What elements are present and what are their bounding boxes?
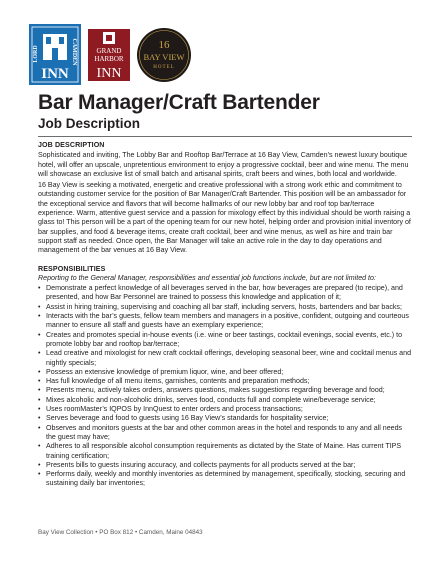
bullet: • <box>38 386 41 395</box>
list-item <box>38 461 412 470</box>
list-item-text: Presents bills to guests insuring accuracy, and collects payments for all products served at the bar; <box>46 460 356 469</box>
list-item-text: Possess an extensive knowledge of premium liquor, wine, and beer offered; <box>46 367 284 376</box>
job-description-paragraph-2: 16 Bay View is seeking a motivated, energetic and creative professional with a strong work ethic and commitment to outstanding customer service for the position of Bar Manager/Craft Bartender. This position will be an ambassador for the exceptional service and flavors that will become hallmarks of our new lobby bar and roof top bar/terrace experience. Warm, attentive guest service and a passion for mixology effect by this individual should be worth raising a glass to! This person will be a part of the opening team for our new hotel, helping order and provision initial inventory of bar supplies, and food & beverage items, create craft cocktail, beer and wine menus, as well as hire and train bar support staff as needed. Once open, the Bar Manager will take an active role in the day to day operations and management of the bar venues at 16 Bay View. <box>38 181 411 255</box>
lord-camden-word-right: CAMDEN <box>71 38 77 66</box>
list-item <box>38 414 412 423</box>
list-item <box>38 405 412 414</box>
bullet: • <box>38 377 41 386</box>
list-item-text: Interacts with the bar’s guests, fellow team members and managers in a positive, confident, outgoing and courteous manner to ensure all staff and guests have an exemplary experience; <box>46 312 409 330</box>
bay-view-line2: HOTEL <box>153 65 175 70</box>
job-description-paragraph-1: Sophisticated and inviting, The Lobby Bar and Rooftop Bar/Terrace at 16 Bay View, Camden’s newest luxury boutique hotel, will offer an upscale, unpretentious environment to enjoy a progressive cocktail, beer and wine menu. The menu will showcase an exclusive list of small batch and artisanal spirits, craft beers and wines, both local and worldwide. <box>38 151 409 178</box>
responsibilities-intro: Reporting to the General Manager, responsibilities and essential job functions include, but are not limited to: <box>38 273 376 282</box>
bullet: • <box>38 405 41 414</box>
list-item <box>38 312 412 331</box>
bullet: • <box>38 367 41 376</box>
page-title: Bar Manager/Craft Bartender <box>38 91 320 114</box>
list-item <box>38 396 412 405</box>
list-item-text: Creates and promotes special in-house events (i.e. wine or beer tastings, cocktail evenings, social events, etc.) to promote lobby bar and rooftop bar/terrace; <box>46 330 403 348</box>
list-item <box>38 349 412 368</box>
responsibilities-list <box>38 284 412 489</box>
list-item-text: Serves beverage and food to guests using 16 Bay View’s standards for hospitality service; <box>46 414 329 423</box>
list-item <box>38 386 412 395</box>
bullet: • <box>38 442 41 451</box>
bullet: • <box>38 349 41 358</box>
list-item-text: Presents menu, actively takes orders, answers questions, makes suggestions regarding beverage and food; <box>46 386 385 395</box>
lord-camden-inn-logo <box>29 24 81 85</box>
bay-view-number: 16 <box>158 39 170 51</box>
grand-harbor-line3: INN <box>96 66 122 81</box>
grand-harbor-inn-logo <box>88 29 130 81</box>
bullet: • <box>38 284 41 293</box>
footer-address: Bay View Collection • PO Box 812 • Camden, Maine 04843 <box>38 529 203 536</box>
title-divider <box>38 136 412 137</box>
bay-view-hotel-logo <box>137 28 191 82</box>
list-item-text: Assist in hiring training, supervising and coaching all bar staff, including servers, hosts, bartenders and bar backs; <box>46 302 402 311</box>
list-item <box>38 331 412 350</box>
bullet: • <box>38 460 41 469</box>
list-item <box>38 470 412 489</box>
bullet: • <box>38 423 41 432</box>
list-item-text: Observes and monitors guests at the bar and other common areas in the hotel and responds to any and all needs the guest may have; <box>46 423 403 441</box>
bullet: • <box>38 414 41 423</box>
job-description-heading: JOB DESCRIPTION <box>38 141 105 149</box>
bay-view-line1: BAY VIEW <box>143 52 185 62</box>
list-item-text: Has full knowledge of all menu items, garnishes, contents and preparation methods; <box>46 377 310 386</box>
list-item <box>38 377 412 386</box>
lord-camden-word-left: LORD <box>33 45 39 63</box>
list-item <box>38 368 412 377</box>
list-item-text: Mixes alcoholic and non-alcoholic drinks, serves food, conducts full and complete wine/beverage service; <box>46 395 376 404</box>
list-item <box>38 442 412 461</box>
list-item <box>38 284 412 303</box>
bullet: • <box>38 395 41 404</box>
list-item-text: Adheres to all responsible alcohol consumption requirements as dictated by the State of Maine. Has current TIPS training certification; <box>46 442 402 460</box>
list-item-text: Uses roomMaster’s IQPOS by InnQuest to enter orders and process transactions; <box>46 405 303 414</box>
bullet: • <box>38 302 41 311</box>
responsibilities-heading: RESPONSIBILITIES <box>38 264 106 273</box>
bullet: • <box>38 312 41 321</box>
bullet: • <box>38 330 41 339</box>
page-subtitle: Job Description <box>38 116 141 131</box>
grand-harbor-line2: HARBOR <box>94 55 124 63</box>
list-item <box>38 303 412 312</box>
grand-harbor-line1: GRAND <box>96 47 122 55</box>
bullet: • <box>38 470 41 479</box>
list-item-text: Performs daily, weekly and monthly inventories as determined by management, specifically, stocking, securing and sustaining daily bar inventories; <box>46 470 406 488</box>
lord-camden-word-bottom: INN <box>41 66 69 82</box>
list-item-text: Lead creative and mixologist for new craft cocktail offerings, developing seasonal beer, wine and cocktail menus and nightly specials; <box>46 349 412 367</box>
document-body <box>38 141 412 489</box>
list-item-text: Demonstrate a perfect knowledge of all beverages served in the bar, how beverages are prepared (to recipe), and presented, and how Bar Personnel are trained to possess this knowledge and application of it; <box>46 284 403 302</box>
list-item <box>38 424 412 443</box>
